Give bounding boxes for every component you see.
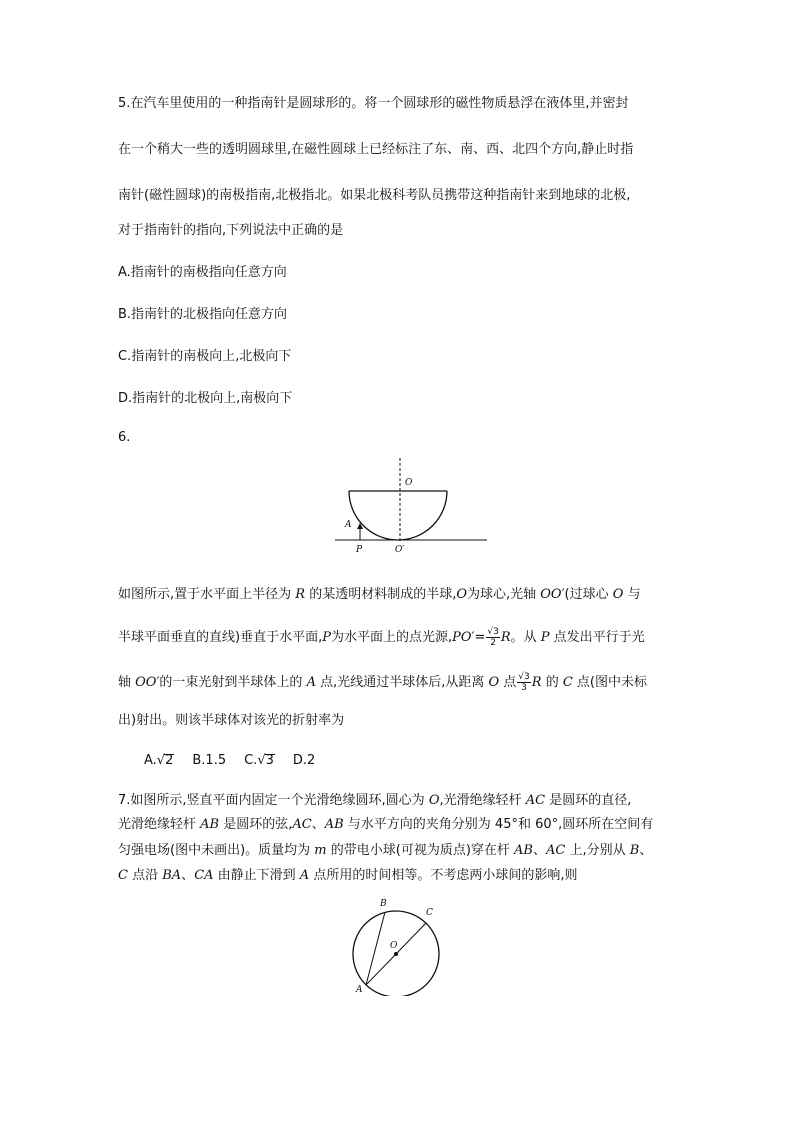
q6-options <box>144 752 315 770</box>
q7-text-line-4: C 点沿 BA、CA 由静止下滑到 A 点所用的时间相等。不考虑两小球间的影响,则 <box>118 868 578 883</box>
q7-label-o: O <box>390 941 398 951</box>
q5-option-a: A.指南针的南极指向任意方向 <box>118 265 287 280</box>
q7-circle-figure <box>340 894 452 996</box>
q6-text-line-4: 出)射出。则该半球体对该光的折射率为 <box>118 713 345 728</box>
q6-label-p: P <box>356 545 363 554</box>
q6-text-line-1: 如图所示,置于水平面上半径为 R 的某透明材料制成的半球,O为球心,光轴 OO′(过球心 O 与 <box>118 587 641 602</box>
q7-text-line-2: 光滑绝缘轻杆 AB 是圆环的弦,AC、AB 与水平方向的夹角分别为 45°和 60°,圆环所在空间有 <box>118 817 654 832</box>
q7-center-dot <box>394 952 398 956</box>
q5-line-1: 5.在汽车里使用的一种指南针是圆球形的。将一个圆球形的磁性物质悬浮在液体里,并密封 <box>118 96 629 111</box>
q5-line-3: 南针(磁性圆球)的南极指南,北极指北。如果北极科考队员携带这种指南针来到地球的北极, <box>118 188 631 203</box>
q6-option-a: A.√2 <box>144 753 174 768</box>
q5-line-2: 在一个稍大一些的透明圆球里,在磁性圆球上已经标注了东、南、西、北四个方向,静止时指 <box>118 142 634 157</box>
q7-label-a: A <box>356 985 363 995</box>
q7-label-c: C <box>426 908 433 918</box>
q5-option-b: B.指南针的北极指向任意方向 <box>118 307 288 322</box>
q6-label-a: A <box>345 520 352 530</box>
q6-hemisphere-arc <box>349 491 447 540</box>
q6-option-c: C.√3 <box>244 753 274 768</box>
q7-rod-ab <box>366 912 385 985</box>
q5-line-4: 对于指南针的指向,下列说法中正确的是 <box>118 223 344 238</box>
q6-label-o-prime: O′ <box>395 545 405 554</box>
q6-option-d: D.2 <box>292 753 316 768</box>
q7-text-line-3: 匀强电场(图中未画出)。质量均为 m 的带电小球(可视为质点)穿在杆 AB、AC 上,分别从 B、 <box>118 843 653 858</box>
q7-text-line-1: 7.如图所示,竖直平面内固定一个光滑绝缘圆环,圆心为 O,光滑绝缘轻杆 AC 是圆环的直径, <box>118 793 632 808</box>
q6-text-line-3: 轴 OO′的一束光射到半球体上的 A 点,光线通过半球体后,从距离 O 点 $\frac{√3}{3}$ R 的 C 点(图中未标 <box>118 672 647 693</box>
q7-label-b: B <box>380 899 387 909</box>
q6-label-o: O <box>405 478 413 488</box>
q5-option-d: D.指南针的北极向上,南极向下 <box>118 391 293 406</box>
q6-number: 6. <box>118 430 131 445</box>
q6-fraction-sqrt3-over-2: $\frac{√3}{2}$ <box>487 627 499 648</box>
q6-hemisphere-figure <box>335 458 495 554</box>
q6-option-b: B.1.5 <box>192 753 227 768</box>
q6-text-line-2: 半球平面垂直的直线)垂直于水平面,P为水平面上的点光源,PO′= $\frac{√3}{2}$ R。从 P 点发出平行于光 <box>118 627 645 648</box>
q6-fraction-sqrt3-over-3: $\frac{√3}{3}$ <box>518 672 530 693</box>
q5-option-c: C.指南针的南极向上,北极向下 <box>118 349 292 364</box>
